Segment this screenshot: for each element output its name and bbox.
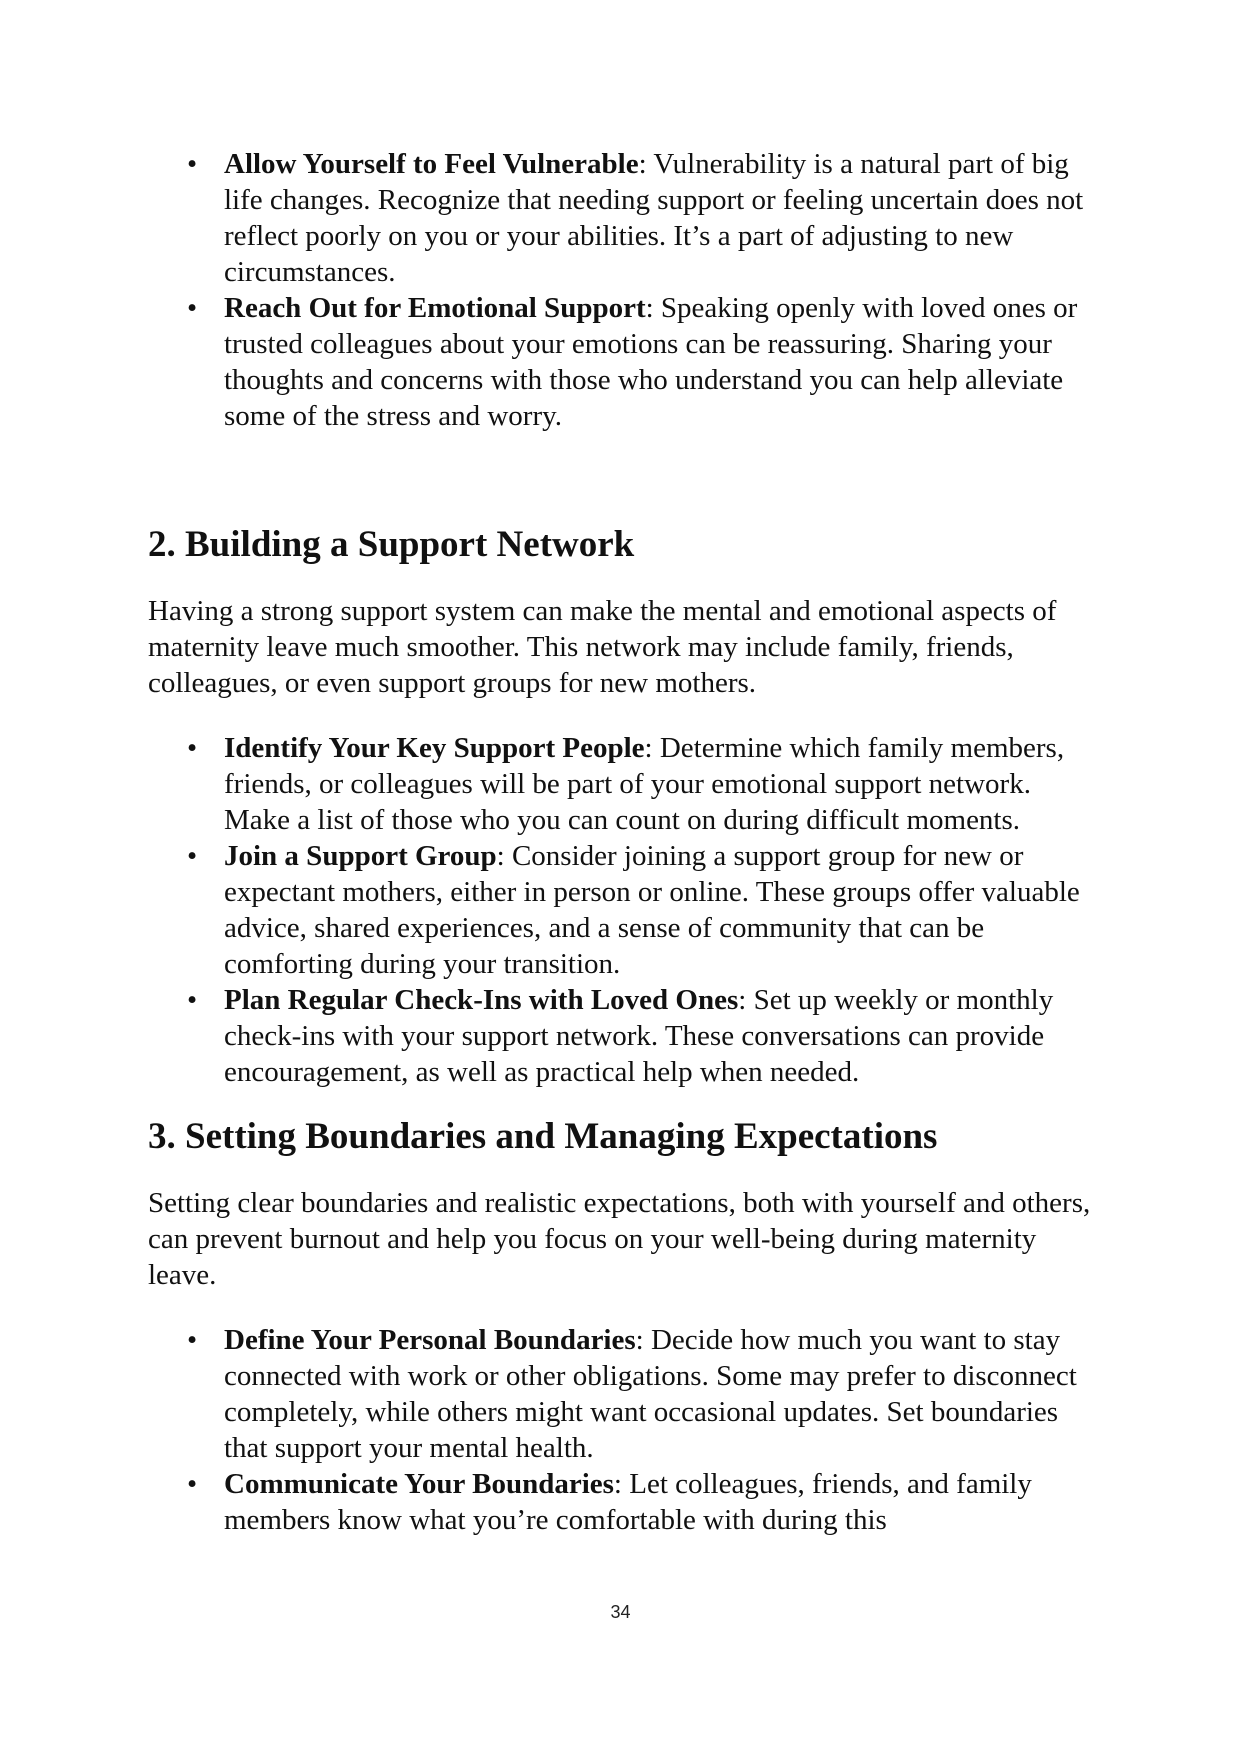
list-item-term: Identify Your Key Support People — [224, 732, 645, 764]
list-item — [148, 1466, 1093, 1538]
list-item-text: : Consider joining a support group for new or expectant mothers, either in person or online. These groups offer valuable advice, shared experiences, and a sense of community that can be comforting during your transition. — [224, 840, 1080, 980]
list-item — [148, 1322, 1093, 1466]
section-3-bullet-list — [148, 1322, 1093, 1538]
list-item-text: : Vulnerability is a natural part of big life changes. Recognize that needing support or feeling uncertain does not reflect poorly on you or your abilities. It’s a part of adjusting to new circumstances. — [224, 148, 1084, 288]
bullet-icon: • — [187, 148, 198, 180]
list-item-text: : Let colleagues, friends, and family members know what you’re comfortable with during this — [224, 1468, 1032, 1536]
bullet-icon: • — [187, 984, 198, 1016]
bullet-icon: • — [187, 732, 198, 764]
section-2-heading: 2. Building a Support Network — [148, 524, 635, 565]
bullet-icon: • — [187, 1468, 198, 1500]
list-item-text: : Speaking openly with loved ones or trusted colleagues about your emotions can be reassuring. Sharing your thoughts and concerns with those who understand you can help alleviate some of the stress and worry. — [224, 292, 1078, 432]
list-item-text: : Determine which family members, friends, or colleagues will be part of your emotional support network. Make a list of those who you can count on during difficult moments. — [224, 732, 1065, 836]
list-item-term: Define Your Personal Boundaries — [224, 1324, 636, 1356]
section-3-heading: 3. Setting Boundaries and Managing Expectations — [148, 1116, 938, 1157]
list-item-term: Reach Out for Emotional Support — [224, 292, 646, 324]
list-item-term: Allow Yourself to Feel Vulnerable — [224, 148, 639, 180]
list-item-term: Communicate Your Boundaries — [224, 1468, 614, 1500]
section-3-paragraph: Setting clear boundaries and realistic expectations, both with yourself and others, can prevent burnout and help you focus on your well-being during maternity leave. — [148, 1187, 1091, 1291]
section-2-bullet-list — [148, 730, 1093, 1090]
list-item-text: : Set up weekly or monthly check-ins with your support network. These conversations can provide encouragement, as well as practical help when needed. — [224, 984, 1054, 1088]
list-item-text: : Decide how much you want to stay connected with work or other obligations. Some may prefer to disconnect completely, while others might want occasional updates. Set boundaries that support your mental health. — [224, 1324, 1077, 1464]
page-content — [148, 146, 1093, 1538]
list-item-term: Join a Support Group — [224, 840, 497, 872]
list-item — [148, 982, 1093, 1090]
list-item — [148, 730, 1093, 838]
list-item — [148, 290, 1093, 434]
section-2-paragraph: Having a strong support system can make the mental and emotional aspects of maternity leave much smoother. This network may include family, friends, colleagues, or even support groups for new mothers. — [148, 595, 1057, 699]
list-item — [148, 838, 1093, 982]
list-item — [148, 146, 1093, 290]
page-number: 34 — [610, 1602, 631, 1622]
list-item-term: Plan Regular Check-Ins with Loved Ones — [224, 984, 739, 1016]
bullet-icon: • — [187, 292, 198, 324]
bullet-icon: • — [187, 1324, 198, 1356]
bullet-icon: • — [187, 840, 198, 872]
intro-bullet-list — [148, 146, 1093, 434]
